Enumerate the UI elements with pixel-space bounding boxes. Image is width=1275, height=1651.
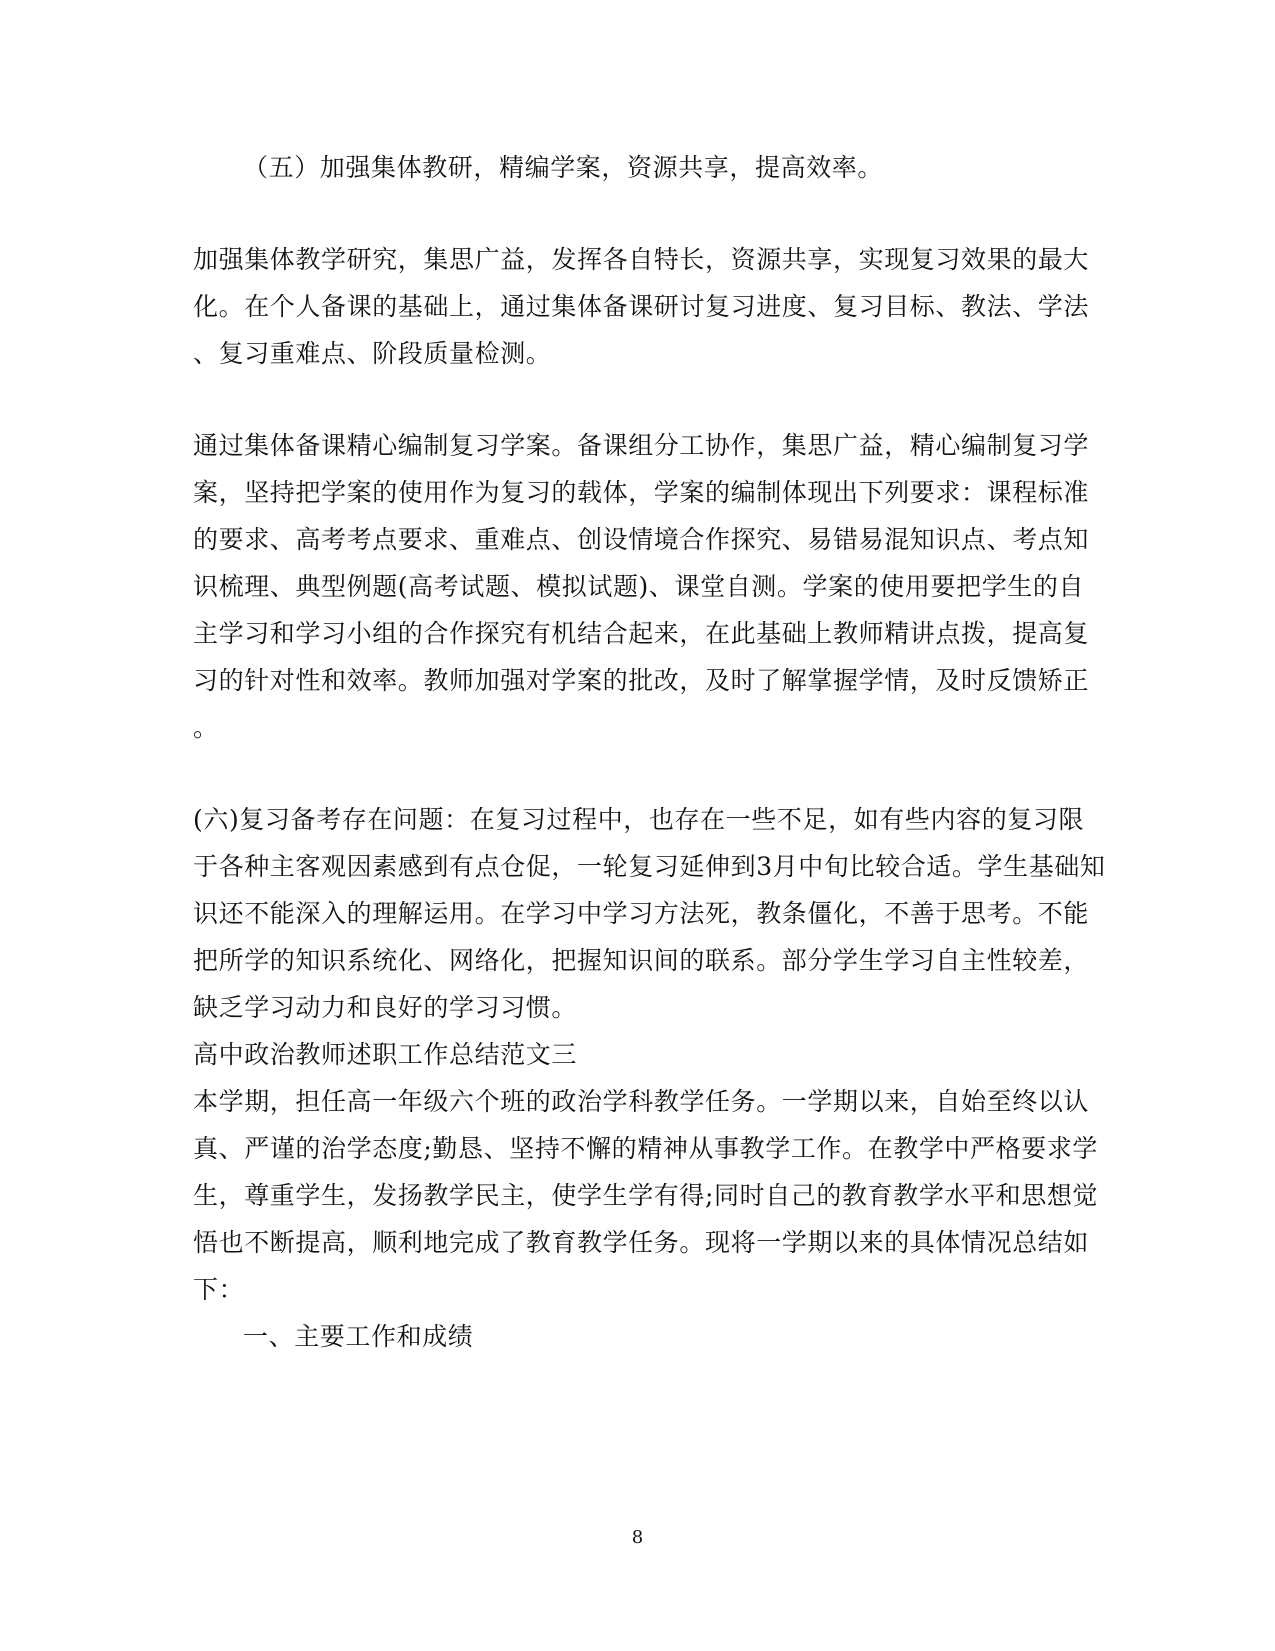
paragraph-line: 通过集体备课精心编制复习学案。备课组分工协作，集思广益，精心编制复习学	[193, 431, 1090, 460]
paragraph-line: 把所学的知识系统化、网络化，把握知识间的联系。部分学生学习自主性较差，	[193, 946, 1090, 975]
paragraph-line: 识还不能深入的理解运用。在学习中学习方法死，教条僵化，不善于思考。不能	[193, 899, 1090, 928]
paragraph-line: 识梳理、典型例题(高考试题、模拟试题)、课堂自测。学案的使用要把学生的自	[193, 572, 1085, 601]
paragraph-line: 缺乏学习动力和良好的学习习惯。	[193, 993, 578, 1022]
paragraph-line: 案，坚持把学案的使用作为复习的载体，学案的编制体现出下列要求：课程标准	[193, 478, 1090, 507]
paragraph-line: 化。在个人备课的基础上，通过集体备课研讨复习进度、复习目标、教法、学法	[193, 292, 1090, 321]
page-number: 8	[631, 1527, 644, 1548]
paragraph-line: 于各种主客观因素感到有点仓促，一轮复习延伸到3月中旬比较合适。学生基础知	[193, 852, 1106, 881]
paragraph-line: 习的针对性和效率。教师加强对学案的批改，及时了解掌握学情，及时反馈矫正	[193, 666, 1090, 695]
paragraph-line: 的要求、高考考点要求、重难点、创设情境合作探究、易错易混知识点、考点知	[193, 525, 1090, 554]
section-title: 高中政治教师述职工作总结范文三	[193, 1040, 578, 1069]
paragraph-line: 。	[193, 713, 219, 742]
paragraph-line: 加强集体教学研究，集思广益，发挥各自特长，资源共享，实现复习效果的最大	[193, 245, 1090, 274]
paragraph-line: 真、严谨的治学态度;勤恳、坚持不懈的精神从事教学工作。在教学中严格要求学	[193, 1134, 1099, 1163]
paragraph-line: 下：	[193, 1275, 245, 1304]
paragraph-line: 生，尊重学生，发扬教学民主，使学生学有得;同时自己的教育教学水平和思想觉	[193, 1181, 1099, 1210]
paragraph-line: 主学习和学习小组的合作探究有机结合起来，在此基础上教师精讲点拨，提高复	[193, 619, 1090, 648]
paragraph-line: 悟也不断提高，顺利地完成了教育教学任务。现将一学期以来的具体情况总结如	[193, 1228, 1090, 1257]
subheading-main-work: 一、主要工作和成绩	[243, 1322, 474, 1351]
paragraph-line: 、复习重难点、阶段质量检测。	[193, 339, 552, 368]
section-five-heading: （五）加强集体教研，精编学案，资源共享，提高效率。	[243, 153, 884, 182]
paragraph-line: 本学期，担任高一年级六个班的政治学科教学任务。一学期以来，自始至终以认	[193, 1087, 1090, 1116]
paragraph-line: (六)复习备考存在问题：在复习过程中，也存在一些不足，如有些内容的复习限	[193, 805, 1085, 834]
